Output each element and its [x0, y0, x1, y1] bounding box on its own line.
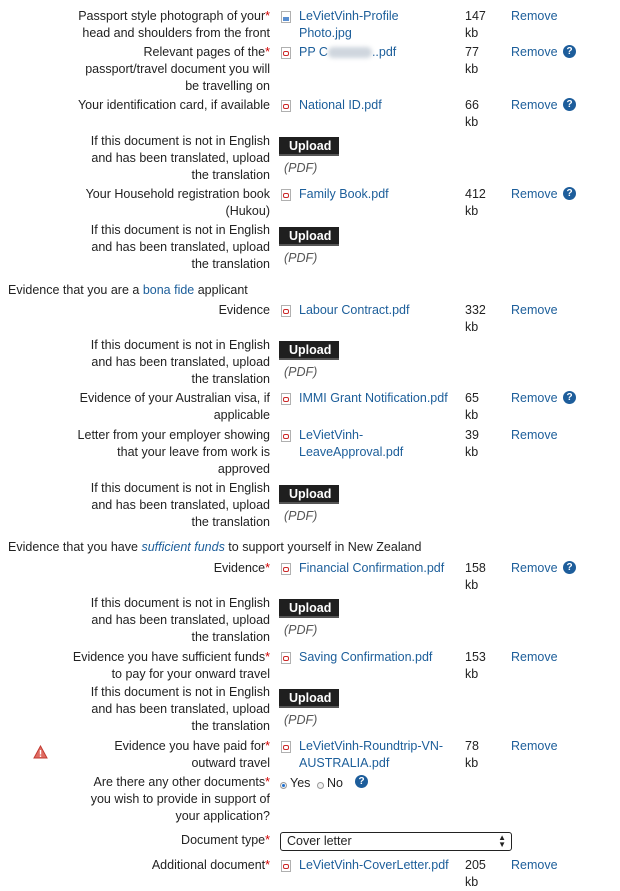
label-other-documents: Are there any other documents* you wish to provide in support of your application?	[90, 775, 270, 823]
pdf-file-icon	[281, 430, 291, 442]
label-translation: If this document is not in English and has been translated, upload the translation	[90, 596, 270, 644]
file-size: 39 kb	[465, 428, 479, 459]
pdf-note: (PDF)	[284, 251, 318, 265]
upload-button[interactable]: Upload	[279, 599, 339, 618]
pdf-file-icon	[281, 652, 291, 664]
required-mark: *	[265, 858, 270, 872]
remove-button[interactable]: Remove	[511, 303, 558, 317]
label-labour-evidence: Evidence	[218, 303, 270, 317]
section-heading-bona-fide: Evidence that you are a bona fide applicant	[8, 283, 248, 297]
file-size: 153 kb	[465, 650, 486, 681]
label-employer-letter: Letter from your employer showing that your leave from work is approved	[77, 428, 270, 476]
pdf-note: (PDF)	[284, 713, 318, 727]
sufficient-funds-link[interactable]: sufficient funds	[141, 540, 225, 554]
pdf-file-icon	[281, 305, 291, 317]
upload-button[interactable]: Upload	[279, 341, 339, 360]
upload-button[interactable]: Upload	[279, 137, 339, 156]
file-size: 147 kb	[465, 9, 486, 40]
pdf-note: (PDF)	[284, 623, 318, 637]
help-icon[interactable]: ?	[563, 98, 576, 111]
remove-button[interactable]: Remove	[511, 187, 558, 201]
select-arrows-icon: ▲ ▼	[498, 833, 506, 849]
label-translation: If this document is not in English and has been translated, upload the translation	[90, 481, 270, 529]
file-link-financial-confirmation[interactable]: Financial Confirmation.pdf	[299, 561, 445, 575]
label-outward-travel: Evidence you have paid for* outward travel	[114, 739, 270, 770]
remove-button[interactable]: Remove	[511, 45, 558, 59]
remove-button[interactable]: Remove	[511, 391, 558, 405]
file-size: 205 kb	[465, 858, 486, 889]
required-mark: *	[265, 739, 270, 753]
upload-button[interactable]: Upload	[279, 689, 339, 708]
remove-button[interactable]: Remove	[511, 9, 558, 23]
label-australian-visa: Evidence of your Australian visa, if applicable	[79, 391, 270, 422]
redacted-text	[328, 47, 372, 58]
required-mark: *	[265, 650, 270, 664]
file-link-passport-photo[interactable]: LeVietVinh-Profile Photo.jpg	[299, 9, 399, 40]
radio-yes-label: Yes	[290, 776, 311, 790]
file-size: 65 kb	[465, 391, 479, 422]
file-link-labour-contract[interactable]: Labour Contract.pdf	[299, 303, 410, 317]
bona-fide-link[interactable]: bona fide	[142, 283, 195, 297]
help-icon[interactable]: ?	[563, 561, 576, 574]
label-additional-document: Additional document*	[151, 858, 270, 872]
pdf-file-icon	[281, 860, 291, 872]
image-file-icon	[281, 11, 291, 23]
required-mark: *	[265, 561, 270, 575]
pdf-note: (PDF)	[284, 161, 318, 175]
required-mark: *	[265, 45, 270, 59]
remove-button[interactable]: Remove	[511, 858, 558, 872]
remove-button[interactable]: Remove	[511, 739, 558, 753]
help-icon[interactable]: ?	[355, 775, 368, 788]
document-type-value: Cover letter	[287, 834, 352, 848]
radio-no-label: No	[327, 776, 343, 790]
pdf-file-icon	[281, 563, 291, 575]
file-link-leave-approval[interactable]: LeVietVinh- LeaveApproval.pdf	[299, 428, 404, 459]
file-link-id-card[interactable]: National ID.pdf	[299, 98, 382, 112]
label-id-card: Your identification card, if available	[77, 98, 270, 112]
radio-yes[interactable]	[280, 782, 287, 789]
file-size: 412 kb	[465, 187, 486, 218]
label-translation: If this document is not in English and has been translated, upload the translation	[90, 223, 270, 271]
upload-button[interactable]: Upload	[279, 485, 339, 504]
pdf-file-icon	[281, 189, 291, 201]
label-onward-funds: Evidence you have sufficient funds* to pay for your onward travel	[72, 650, 270, 681]
help-icon[interactable]: ?	[563, 45, 576, 58]
label-document-type: Document type*	[181, 833, 270, 847]
remove-button[interactable]: Remove	[511, 98, 558, 112]
file-link-passport-pages[interactable]: PP C ..pdf	[299, 45, 397, 59]
label-passport-photo: Passport style photograph of your* head and shoulders from the front	[78, 9, 270, 40]
radio-no[interactable]	[317, 782, 324, 789]
required-mark: *	[265, 833, 270, 847]
label-funds-evidence: Evidence*	[213, 561, 270, 575]
help-icon[interactable]: ?	[563, 187, 576, 200]
label-translation: If this document is not in English and has been translated, upload the translation	[90, 134, 270, 182]
remove-button[interactable]: Remove	[511, 428, 558, 442]
required-mark: *	[265, 9, 270, 23]
file-link-hukou[interactable]: Family Book.pdf	[299, 187, 389, 201]
pdf-file-icon	[281, 47, 291, 59]
label-passport-pages: Relevant pages of the* passport/travel document you will be travelling on	[85, 45, 270, 93]
file-size: 77 kb	[465, 45, 479, 76]
file-size: 78 kb	[465, 739, 479, 770]
file-size: 332 kb	[465, 303, 486, 334]
pdf-file-icon	[281, 741, 291, 753]
file-link-visa[interactable]: IMMI Grant Notification.pdf	[299, 391, 448, 405]
label-translation: If this document is not in English and has been translated, upload the translation	[90, 685, 270, 733]
pdf-file-icon	[281, 100, 291, 112]
upload-button[interactable]: Upload	[279, 227, 339, 246]
remove-button[interactable]: Remove	[511, 650, 558, 664]
required-mark: *	[265, 775, 270, 789]
file-size: 66 kb	[465, 98, 479, 129]
pdf-note: (PDF)	[284, 509, 318, 523]
file-link-saving-confirmation[interactable]: Saving Confirmation.pdf	[299, 650, 433, 664]
pdf-note: (PDF)	[284, 365, 318, 379]
file-size: 158 kb	[465, 561, 486, 592]
file-link-roundtrip[interactable]: LeVietVinh-Roundtrip-VN- AUSTRALIA.pdf	[299, 739, 444, 770]
remove-button[interactable]: Remove	[511, 561, 558, 575]
label-hukou: Your Household registration book (Hukou)	[85, 187, 270, 218]
help-icon[interactable]: ?	[563, 391, 576, 404]
document-type-select[interactable]	[280, 832, 512, 851]
label-translation: If this document is not in English and has been translated, upload the translation	[90, 338, 270, 386]
file-link-cover-letter[interactable]: LeVietVinh-CoverLetter.pdf	[299, 858, 449, 872]
pdf-file-icon	[281, 393, 291, 405]
section-heading-sufficient-funds: Evidence that you have sufficient funds to support yourself in New Zealand	[8, 540, 422, 554]
